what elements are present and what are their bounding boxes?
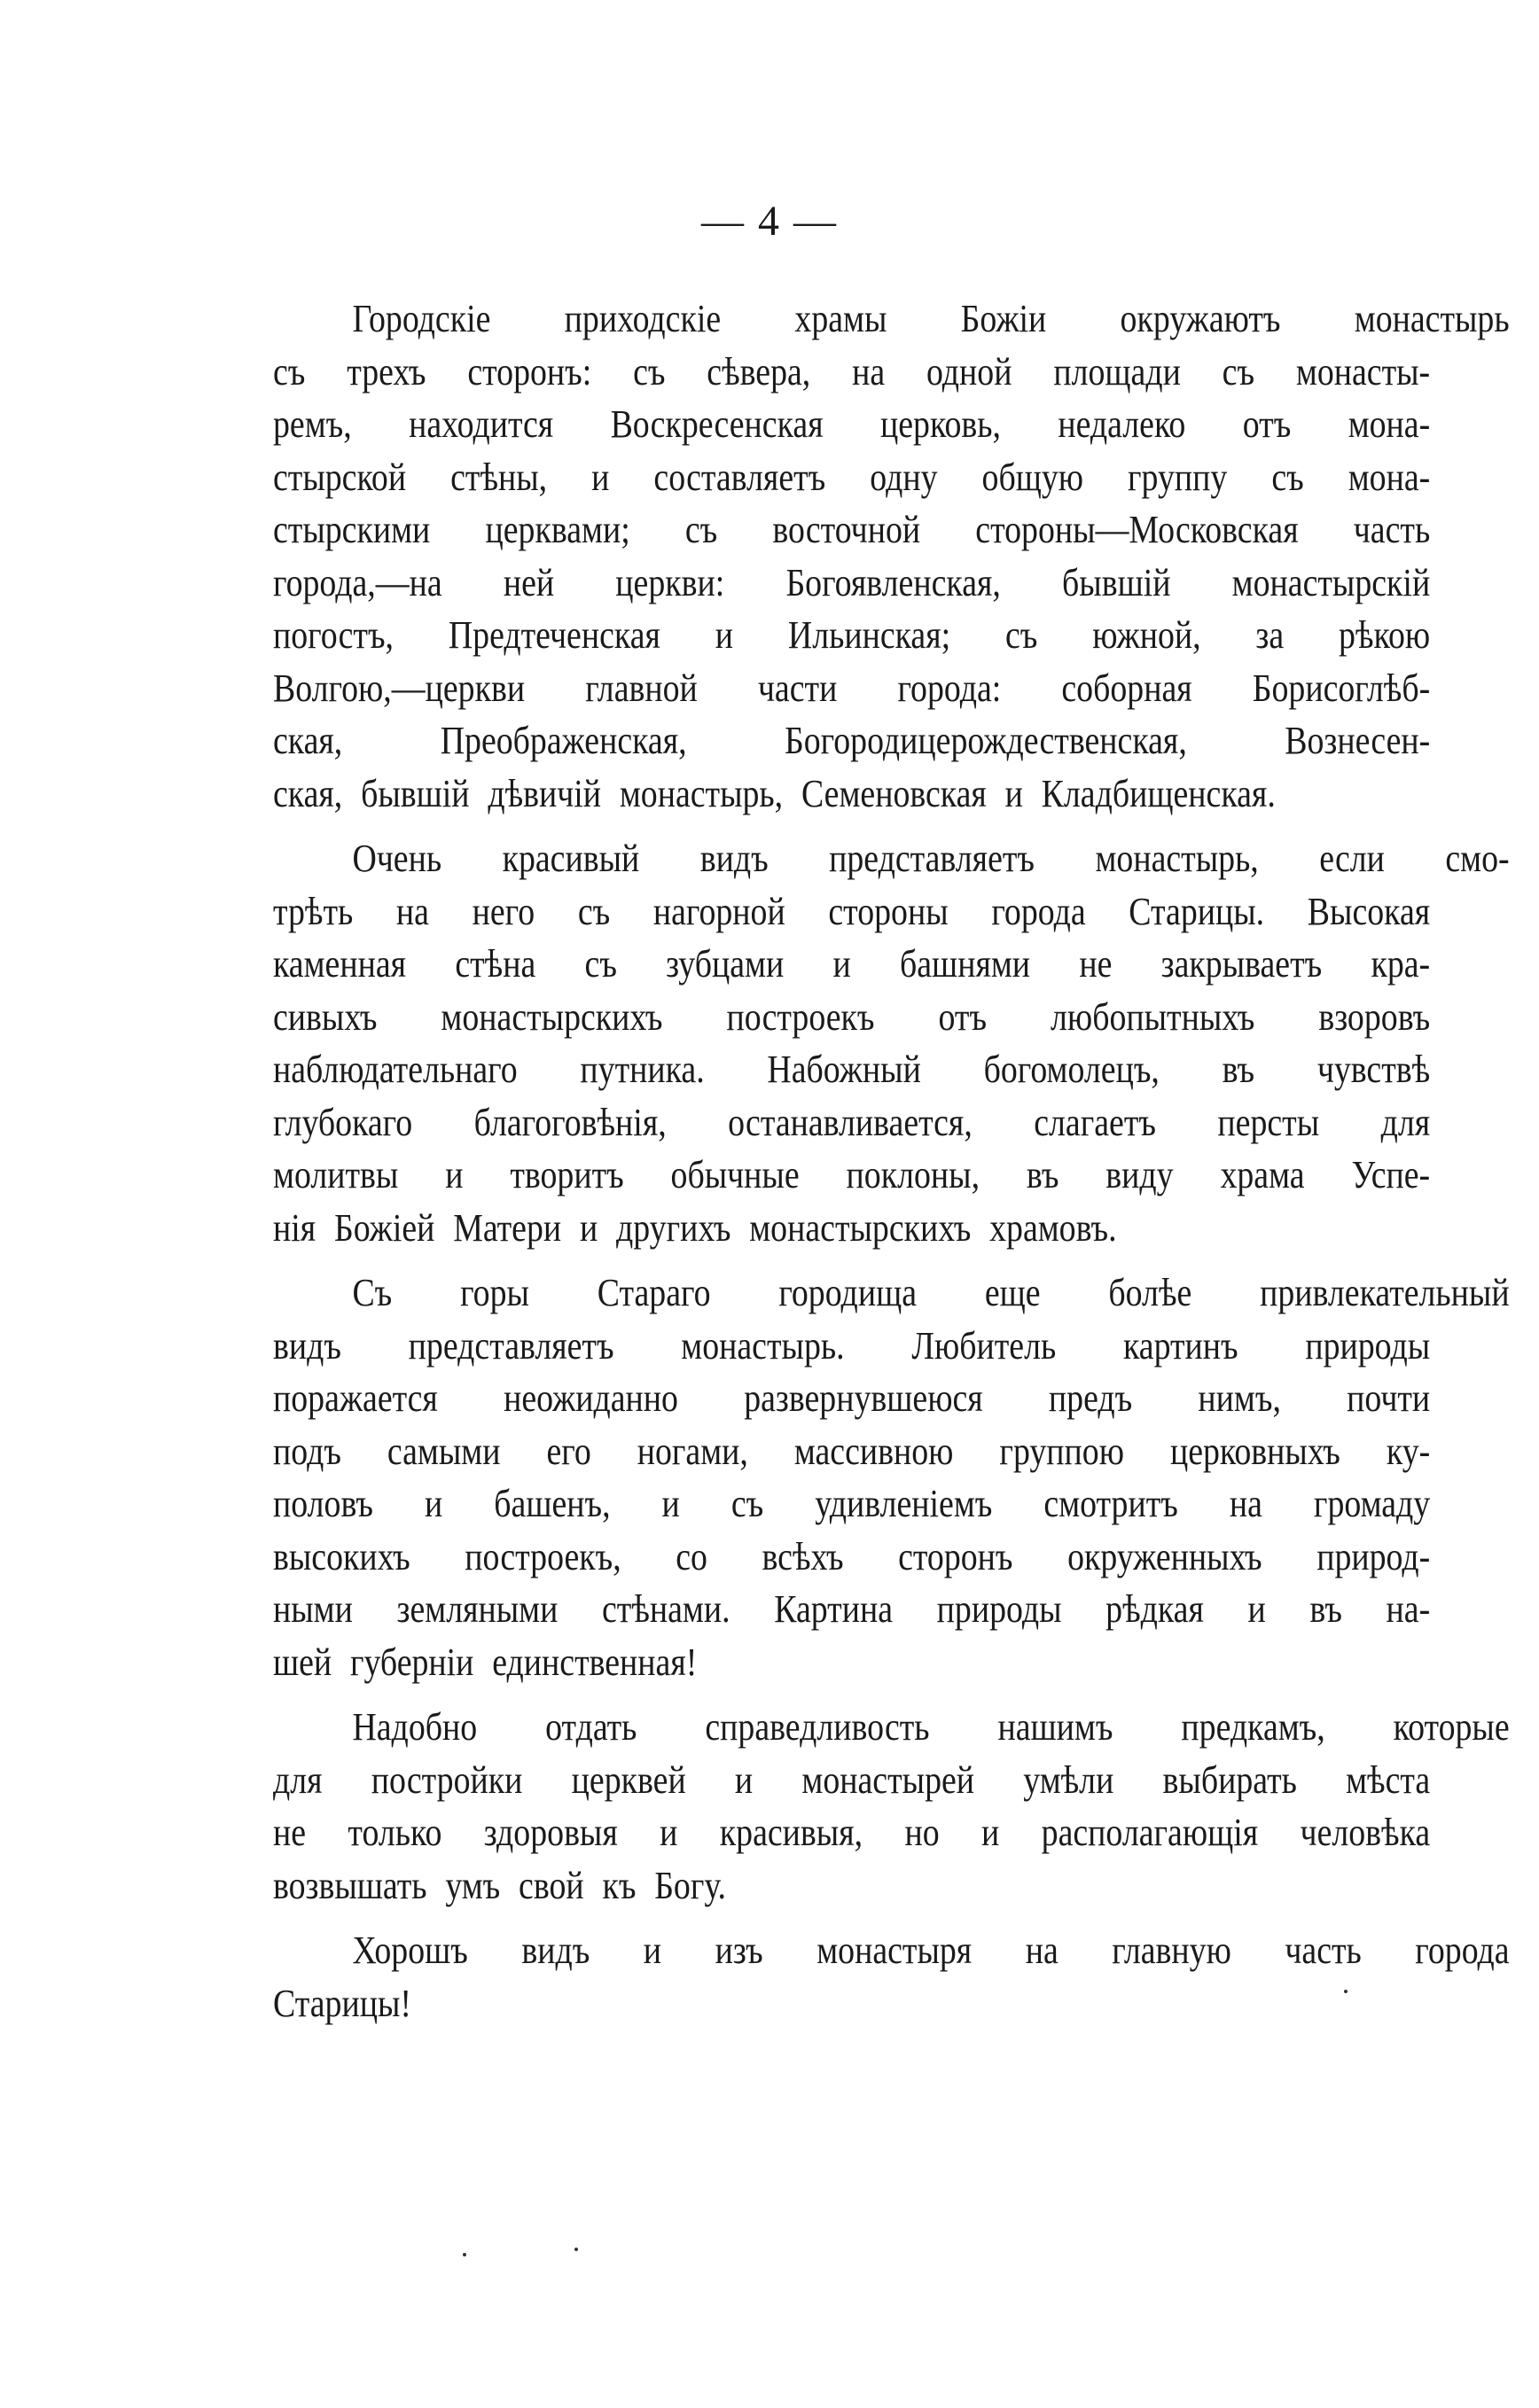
text-line: шей губерніи единственная!	[273, 1640, 698, 1684]
paragraph	[273, 1924, 1510, 2030]
text-line: Волгою,—церкви главной части города: соборная Борисоглѣб-	[273, 666, 1431, 710]
print-speck	[1344, 1990, 1348, 1993]
text-line: не только здоровыя и красивыя, но и располагающія человѣка	[273, 1811, 1431, 1854]
text-line: высокихъ построекъ, со всѣхъ сторонъ окруженныхъ природ-	[273, 1534, 1431, 1578]
text-line: Хорошъ видъ и изъ монастыря на главную часть города	[352, 1929, 1510, 1972]
text-line: молитвы и творитъ обычные поклоны, въ виду храма Успе-	[273, 1153, 1431, 1196]
print-speck	[463, 2253, 466, 2256]
text-line: трѣть на него съ нагорной стороны города Старицы. Высокая	[273, 889, 1431, 933]
text-line: Надобно отдать справедливость нашимъ предкамъ, которые	[352, 1705, 1510, 1749]
print-speck	[574, 2248, 578, 2251]
text-line: стырскими церквами; съ восточной стороны—Московская часть	[273, 508, 1431, 551]
text-line: возвышать умъ свой къ Богу.	[273, 1863, 726, 1907]
text-line: ными земляными стѣнами. Картина природы рѣдкая и въ на-	[273, 1587, 1431, 1631]
text-line: Старицы!	[273, 1981, 411, 2025]
paragraph-gap	[273, 1912, 1430, 1924]
text-line: ская, бывшій дѣвичій монастырь, Семеновская и Кладбищенская.	[273, 771, 1276, 815]
text-line: наблюдательнаго путника. Набожный богомолецъ, въ чувствѣ	[273, 1048, 1431, 1091]
text-line: ская, Преображенская, Богородицерождественская, Вознесен-	[273, 719, 1431, 762]
text-line: Очень красивый видъ представляетъ монастырь, если смо-	[352, 837, 1510, 880]
text-line: видъ представляетъ монастырь. Любитель картинъ природы	[273, 1323, 1431, 1368]
paragraph-gap	[273, 1254, 1430, 1266]
text-line: нія Божіей Матери и другихъ монастырскихъ храмовъ.	[273, 1205, 1117, 1250]
text-line: половъ и башенъ, и съ удивленіемъ смотритъ на громаду	[273, 1482, 1431, 1525]
body-text	[273, 292, 1510, 2030]
paragraph-gap	[273, 1688, 1430, 1701]
paragraph	[273, 832, 1510, 1254]
text-line: сивыхъ монастырскихъ построекъ отъ любопытныхъ взоровъ	[273, 994, 1431, 1039]
text-line: стырской стѣны, и составляетъ одну общую группу съ мона-	[273, 455, 1431, 499]
text-line: съ трехъ сторонъ: съ сѣвера, на одной площади съ монасты-	[273, 349, 1431, 394]
text-line: города,—на ней церкви: Богоявленская, бывшій монастырскій	[273, 560, 1431, 604]
paragraph	[273, 292, 1510, 820]
text-line: каменная стѣна съ зубцами и башнями не закрываетъ кра-	[273, 942, 1431, 986]
text-line: глубокаго благоговѣнія, останавливается, слагаетъ персты для	[273, 1100, 1431, 1144]
text-line: подъ самыми его ногами, массивною группою церковныхъ ку-	[273, 1429, 1431, 1473]
text-line: ремъ, находится Воскресенская церковь, недалеко отъ мона-	[273, 402, 1431, 446]
text-line: Городскіе приходскіе храмы Божіи окружаютъ монастырь	[352, 297, 1510, 340]
page-number: — 4 —	[701, 198, 838, 245]
paragraph	[273, 1701, 1510, 1912]
paragraph	[273, 1266, 1510, 1688]
paragraph-gap	[273, 820, 1430, 832]
text-line: Съ горы Стараго городища еще болѣе привлекательный	[352, 1271, 1510, 1314]
text-line: поражается неожиданно развернувшеюся предъ нимъ, почти	[273, 1376, 1431, 1420]
text-line: погостъ, Предтеченская и Ильинская; съ южной, за рѣкою	[273, 613, 1431, 657]
text-line: для постройки церквей и монастырей умѣли выбирать мѣста	[273, 1757, 1431, 1802]
